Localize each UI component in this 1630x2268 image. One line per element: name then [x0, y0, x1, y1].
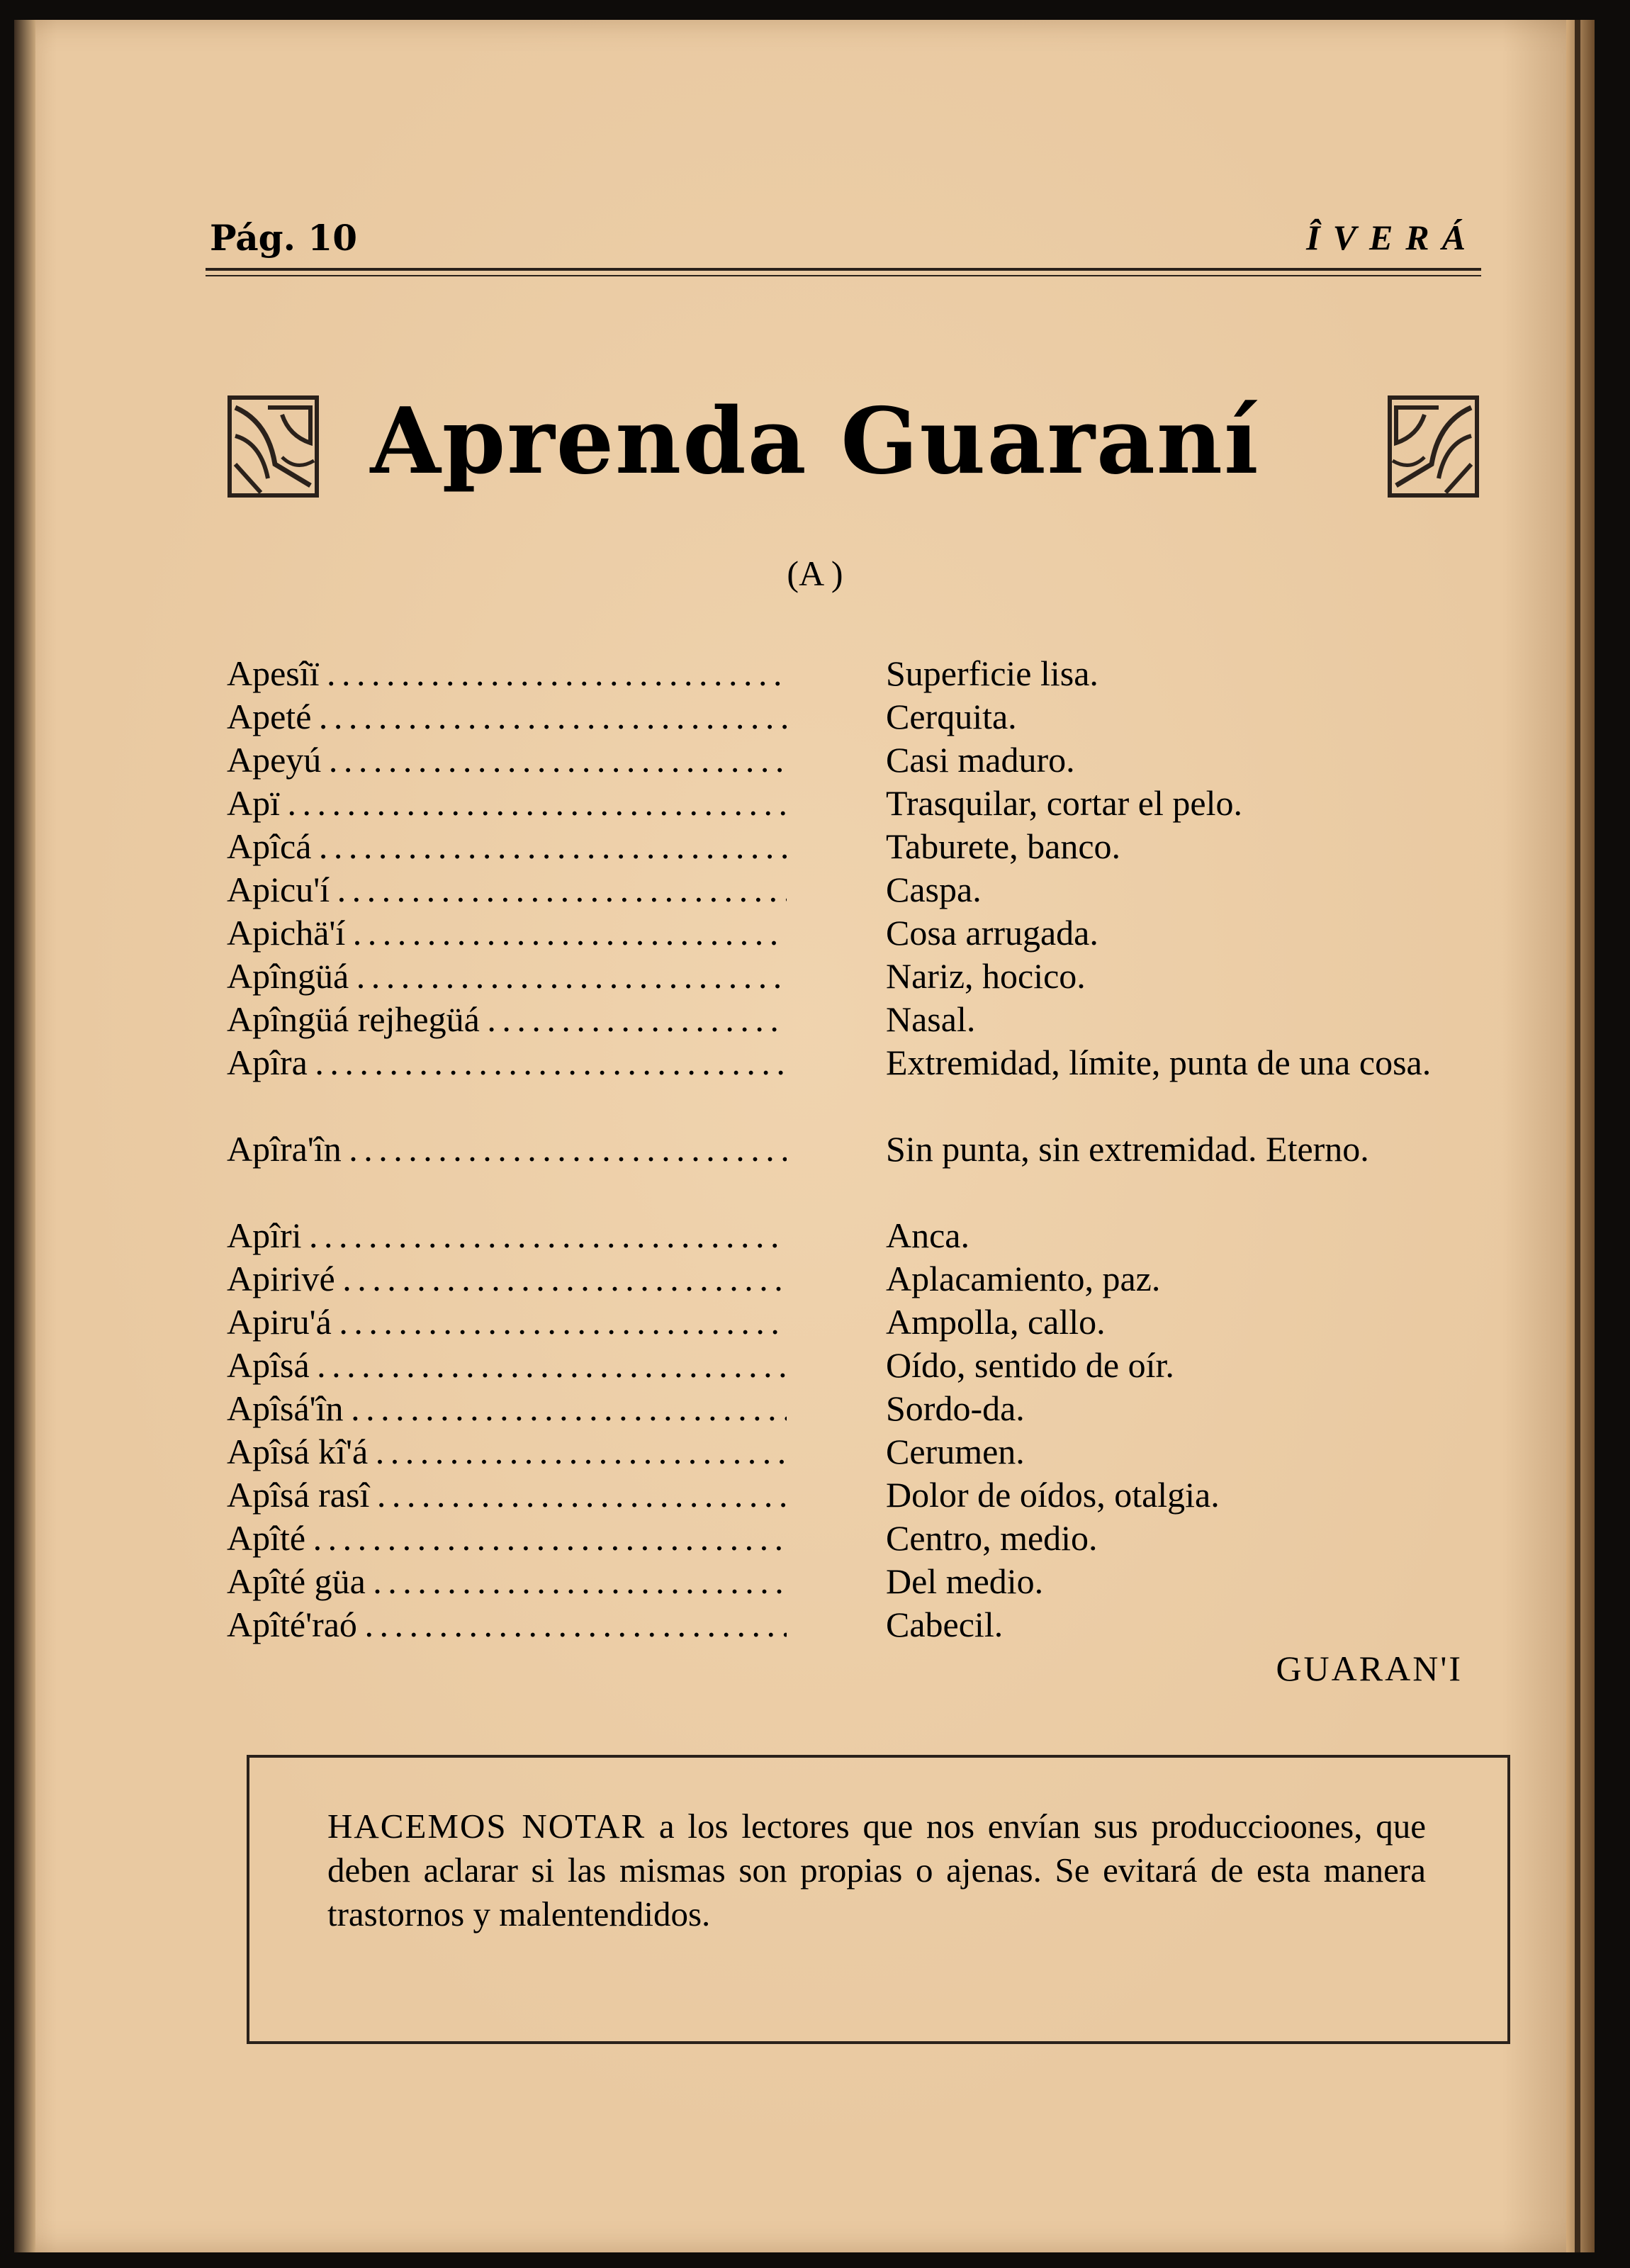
spanish-definition: Superficie lisa. — [886, 653, 1098, 693]
spanish-definition: Taburete, banco. — [886, 826, 1121, 866]
list-item — [227, 695, 1502, 739]
spanish-definition: Oído, sentido de oír. — [886, 1345, 1174, 1385]
notice-box — [247, 1755, 1510, 2044]
guarani-term: Apîté'raó . . . — [227, 1603, 787, 1646]
guarani-term: Apîté güa . . . — [227, 1560, 787, 1603]
list-item — [227, 955, 1502, 998]
list-item — [227, 911, 1502, 955]
spanish-definition: Nariz, hocico. — [886, 956, 1086, 996]
section-letter: (A ) — [787, 554, 843, 593]
list-item — [227, 998, 1502, 1041]
list-item — [227, 652, 1502, 695]
spanish-definition: Cerquita. — [886, 697, 1017, 736]
guarani-term: Apichä'í . . . — [227, 911, 787, 955]
spanish-definition: Anca. — [886, 1216, 969, 1255]
running-header — [210, 217, 1478, 266]
list-item — [227, 1257, 1502, 1301]
list-item — [227, 1517, 1502, 1560]
spanish-definition: Trasquilar, cortar el pelo. — [886, 783, 1242, 823]
publication-name: ÎVERÁ — [1306, 218, 1478, 257]
page-left-edge — [14, 20, 35, 2252]
spanish-definition: Aplacamiento, paz. — [886, 1259, 1161, 1298]
list-item — [227, 1387, 1502, 1430]
list-item — [227, 868, 1502, 911]
list-item — [227, 1128, 1502, 1214]
list-item — [227, 1041, 1502, 1128]
header-rule-thin — [206, 275, 1481, 276]
list-item — [227, 1603, 1502, 1646]
notice-lead: HACEMOS NOTAR — [327, 1807, 646, 1846]
spanish-definition: Sin punta, sin extremidad. Eterno. — [886, 1129, 1369, 1169]
notice-bottom-rule — [247, 2041, 1508, 2043]
page-number: Pág. 10 — [210, 217, 358, 259]
guarani-term: Apîsá'în . . . — [227, 1387, 787, 1430]
list-item — [227, 1214, 1502, 1257]
spanish-definition: Cabecil. — [886, 1605, 1004, 1644]
notice-text — [327, 1804, 1426, 1936]
guarani-term: Apîsá rasî . . . — [227, 1473, 787, 1517]
spanish-definition: Del medio. — [886, 1561, 1044, 1601]
spanish-definition: Caspa. — [886, 870, 982, 909]
list-item — [227, 739, 1502, 782]
notice-body: a los lectores que nos envían sus produccioones, que deben aclarar si las mismas son propias o ajenas. Se evitará de esta manera trastornos y malentendidos. — [327, 1807, 1426, 1933]
article-title: Aprenda Guaraní — [370, 388, 1260, 495]
list-item — [227, 1301, 1502, 1344]
guarani-term: Apiru'á . . . — [227, 1301, 787, 1344]
guarani-term: Apîri . . . — [227, 1214, 787, 1257]
guarani-term: Apîsá . . . — [227, 1344, 787, 1387]
spanish-definition: Cerumen. — [886, 1432, 1025, 1471]
guarani-term: Apîra'în . . . — [227, 1128, 787, 1171]
list-item — [227, 1473, 1502, 1517]
guarani-term: Apeté . . . — [227, 695, 787, 739]
binding-fold — [1575, 20, 1580, 2252]
list-item — [227, 1344, 1502, 1387]
spanish-definition: Centro, medio. — [886, 1518, 1098, 1558]
header-rule — [206, 268, 1481, 271]
guarani-term: Apîngüá . . . — [227, 955, 787, 998]
guarani-term: Apï . . . — [227, 782, 787, 825]
guarani-term: Apîra . . . — [227, 1041, 787, 1084]
spanish-definition: Dolor de oídos, otalgia. — [886, 1475, 1220, 1515]
glossary-list — [227, 652, 1502, 1646]
list-item — [227, 1560, 1502, 1603]
guarani-term: Apîngüá rejhegüá . . . — [227, 998, 787, 1041]
spanish-definition: Sordo-da. — [886, 1388, 1025, 1428]
spanish-definition: Casi maduro. — [886, 740, 1075, 780]
guarani-term: Apicu'í . . . — [227, 868, 787, 911]
list-item — [227, 782, 1502, 825]
guarani-term: Apîté . . . — [227, 1517, 787, 1560]
list-item — [227, 825, 1502, 868]
guarani-term: Apîsá kî'á . . . — [227, 1430, 787, 1473]
guarani-term: Apîcá . . . — [227, 825, 787, 868]
guarani-term: Apeyú . . . — [227, 739, 787, 782]
guarani-term: Apirivé . . . — [227, 1257, 787, 1301]
spanish-definition: Ampolla, callo. — [886, 1302, 1106, 1342]
list-item — [227, 1430, 1502, 1473]
spanish-definition: Cosa arrugada. — [886, 913, 1098, 953]
author-signature: GUARAN'I — [1276, 1649, 1463, 1688]
page-right-edge — [1566, 20, 1595, 2252]
guarani-term: Apesîï . . . — [227, 652, 787, 695]
spanish-definition: Nasal. — [886, 999, 976, 1039]
spanish-definition: Extremidad, límite, punta de una cosa. — [886, 1043, 1432, 1082]
